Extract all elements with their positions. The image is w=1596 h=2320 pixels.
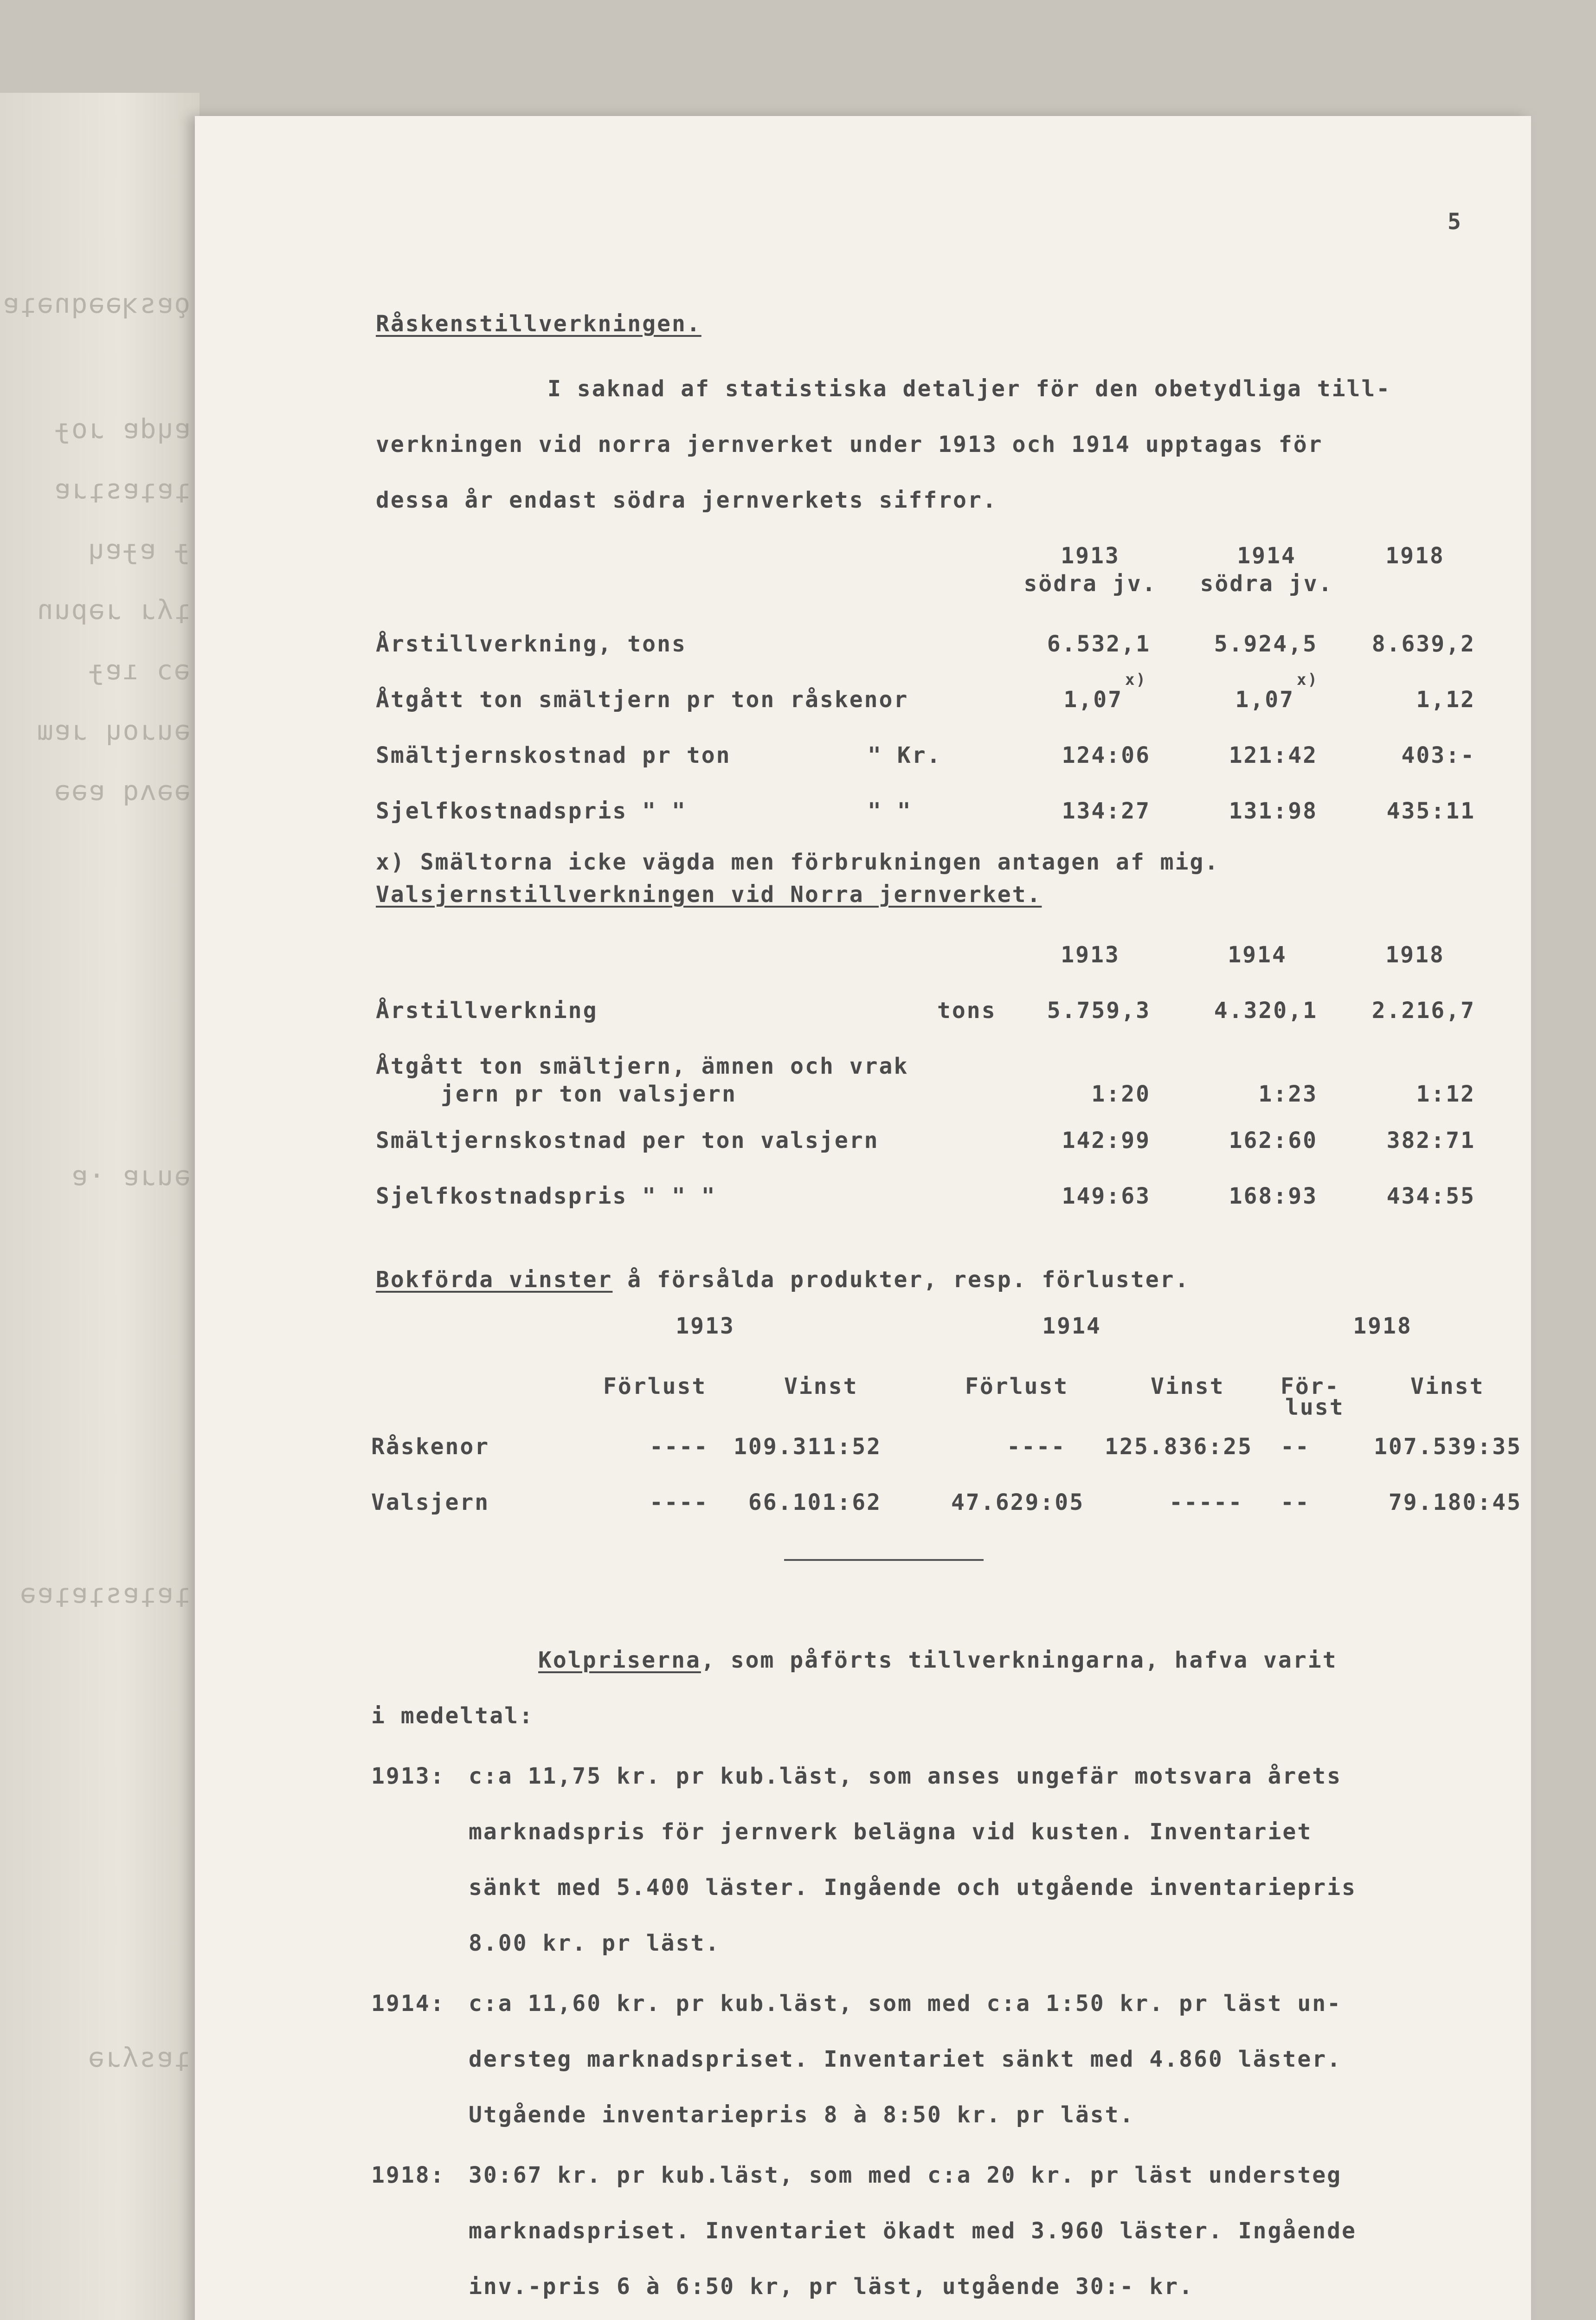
bleed-through-text: ʇɐʇɐsʇɹɐ (53, 473, 190, 505)
table-cell: 109.311:52 (734, 1434, 882, 1460)
table-cell: -- (1281, 1489, 1310, 1515)
column-subhead: södra jv. (1200, 571, 1333, 597)
row-label: Smältjernskostnad pr ton (376, 742, 731, 768)
table-cell: 434:55 (1386, 1183, 1475, 1209)
column-year: 1913 (676, 1313, 735, 1339)
table-cell: -- (1281, 1434, 1310, 1460)
column-year: 1914 (1237, 543, 1296, 569)
row-unit: tons (937, 998, 997, 1024)
table-cell: 142:99 (1062, 1128, 1151, 1154)
subhead-forlust: Förlust (603, 1373, 707, 1399)
column-year: 1914 (1228, 942, 1287, 968)
subhead-vinst: Vinst (784, 1373, 858, 1399)
table-cell: 125.836:25 (1105, 1434, 1253, 1460)
row-label: Valsjern (371, 1489, 490, 1515)
table-cell: ---- (1007, 1434, 1066, 1460)
row-label: Smältjernskostnad per ton valsjern (376, 1128, 879, 1154)
section3-heading-line (376, 1267, 1190, 1293)
table-cell: 47.629:05 (951, 1489, 1085, 1515)
table-cell: 66.101:62 (748, 1489, 882, 1515)
subhead-forlust: Förlust (965, 1373, 1069, 1399)
row-label-continued: jern pr ton valsjern (441, 1081, 737, 1107)
row-label: Sjelfkostnadspris " " " (376, 1183, 716, 1209)
section-heading-vinster: Bokförda vinster (376, 1267, 613, 1293)
entry-line: inv.-pris 6 à 6:50 kr, pr läst, utgående 30:- kr. (469, 2274, 1194, 2300)
table-cell: ---- (650, 1489, 709, 1515)
entry-line: dersteg marknadspriset. Inventariet sänkt med 4.860 läster. (469, 2046, 1342, 2072)
column-subhead: södra jv. (1023, 571, 1157, 597)
section4-heading-line (538, 1647, 1338, 1673)
subhead-forlust-split: lust (1285, 1394, 1345, 1420)
bleed-through-text: ǝuɹoɥ ɹɐɯ (36, 715, 190, 746)
table-cell: 403:- (1401, 742, 1475, 768)
entry-line: marknadspriset. Inventariet ökadt med 3.960 läster. Ingående (469, 2218, 1357, 2244)
row-label: Åtgått ton smältjern, ämnen och vrak (376, 1053, 909, 1079)
table-cell: ----- (1169, 1489, 1243, 1515)
row-label: Årstillverkning (376, 998, 598, 1024)
table-cell: 124:06 (1062, 742, 1151, 768)
entry-line: marknadspris för jernverk belägna vid kusten. Inventariet (469, 1819, 1313, 1845)
bleed-through-text: ɟ ɐɟɐɥ (87, 534, 190, 565)
table-cell: 435:11 (1386, 798, 1475, 824)
table-cell: 79.180:45 (1388, 1489, 1522, 1515)
footnote-marker: x) (1297, 670, 1319, 689)
column-year: 1918 (1385, 543, 1445, 569)
bleed-through-text: ʇɐsʎɹǝ (87, 2042, 190, 2073)
paragraph-line: dessa år endast södra jernverkets siffror. (376, 487, 998, 513)
table-cell: 6.532,1 (1047, 631, 1151, 657)
table-cell: ---- (650, 1434, 709, 1460)
document-page (195, 116, 1531, 2320)
column-year: 1913 (1061, 942, 1120, 968)
bleed-through-text: ʇʎɹ ɹǝpun (36, 594, 190, 625)
row-label: Åtgått ton smältjern pr ton råskenor (376, 687, 909, 713)
bleed-through-text: ǝǝʌq ɐǝǝ (53, 775, 190, 806)
entry-line: c:a 11,75 kr. pr kub.läst, som anses ungefär motsvara årets (469, 1763, 1342, 1789)
table-cell: 134:27 (1062, 798, 1151, 824)
paragraph-line: i medeltal: (371, 1703, 534, 1729)
table-cell: 382:71 (1386, 1128, 1475, 1154)
page-number: 5 (1448, 209, 1462, 235)
table-cell: 5.924,5 (1214, 631, 1318, 657)
table-cell: 1,07 (1063, 687, 1123, 713)
footnote: x) Smältorna icke vägda men förbrukningen antagen af mig. (376, 849, 1220, 875)
column-year: 1918 (1385, 942, 1445, 968)
table-cell: 121:42 (1229, 742, 1318, 768)
table-cell: 1,07 (1235, 687, 1294, 713)
row-label: Råskenor (371, 1434, 490, 1460)
section-heading-valsjern: Valsjernstillverkningen vid Norra jernverket. (376, 882, 1042, 908)
bleed-through-text: ǝɔ ıɐɟ (87, 654, 190, 686)
subhead-vinst: Vinst (1410, 1373, 1485, 1399)
entry-line: Utgående inventariepris 8 à 8:50 kr. pr läst. (469, 2102, 1135, 2128)
paragraph-line: verkningen vid norra jernverket under 1913 och 1914 upptagas för (376, 432, 1323, 458)
heading-continuation: , som påförts tillverkningarna, hafva varit (701, 1647, 1338, 1673)
divider-rule (784, 1559, 984, 1561)
column-year: 1913 (1061, 543, 1120, 569)
heading-continuation: å försålda produkter, resp. förluster. (612, 1267, 1190, 1293)
subhead-forlust-split: För- (1281, 1373, 1340, 1399)
entry-line: 8.00 kr. pr läst. (469, 1930, 721, 1956)
column-year: 1918 (1353, 1313, 1412, 1339)
bleed-through-text: ɐɥdɐ ɹoɟ (53, 413, 190, 445)
entry-line: sänkt med 5.400 läster. Ingående och utgående inventariepris (469, 1875, 1357, 1901)
table-cell: 168:93 (1229, 1183, 1318, 1209)
table-cell: 107.539:35 (1374, 1434, 1522, 1460)
section-heading-raskenor: Råskenstillverkningen. (376, 311, 701, 337)
section-heading-kolpriserna: Kolpriserna (538, 1647, 701, 1673)
table-cell: 1:23 (1258, 1081, 1318, 1107)
previous-page-edge (0, 93, 200, 2320)
subhead-vinst: Vinst (1151, 1373, 1225, 1399)
bleed-through-text: ʇɐʇɐsʇɐʇɐǝ (19, 1578, 190, 1609)
bleed-through-text: ǝuɹɐ ·ɐ (70, 1160, 190, 1192)
entry-year: 1918: (371, 2162, 445, 2188)
row-label: Sjelfkostnadspris " " (376, 798, 687, 824)
column-year: 1914 (1042, 1313, 1101, 1339)
row-unit: " Kr. (868, 742, 942, 768)
table-cell: 8.639,2 (1371, 631, 1475, 657)
paragraph-line: I saknad af statistiska detaljer för den obetydliga till- (547, 376, 1391, 402)
table-cell: 5.759,3 (1047, 998, 1151, 1024)
table-cell: 1:12 (1416, 1081, 1475, 1107)
table-cell: 149:63 (1062, 1183, 1151, 1209)
table-cell: 4.320,1 (1214, 998, 1318, 1024)
row-label: Årstillverkning, tons (376, 631, 687, 657)
entry-year: 1914: (371, 1991, 445, 2017)
table-cell: 1,12 (1416, 687, 1475, 713)
entry-line: c:a 11,60 kr. pr kub.läst, som med c:a 1:50 kr. pr läst un- (469, 1991, 1342, 2017)
entry-year: 1913: (371, 1763, 445, 1789)
table-cell: 131:98 (1229, 798, 1318, 824)
table-cell: 162:60 (1229, 1128, 1318, 1154)
row-unit: " " (868, 798, 912, 824)
footnote-marker: x) (1125, 670, 1147, 689)
table-cell: 2.216,7 (1371, 998, 1475, 1024)
bleed-through-text: ǫɐsʞǝǝqnǝʇɐ (1, 288, 190, 319)
entry-line: 30:67 kr. pr kub.läst, som med c:a 20 kr. pr läst understeg (469, 2162, 1342, 2188)
table-cell: 1:20 (1091, 1081, 1151, 1107)
